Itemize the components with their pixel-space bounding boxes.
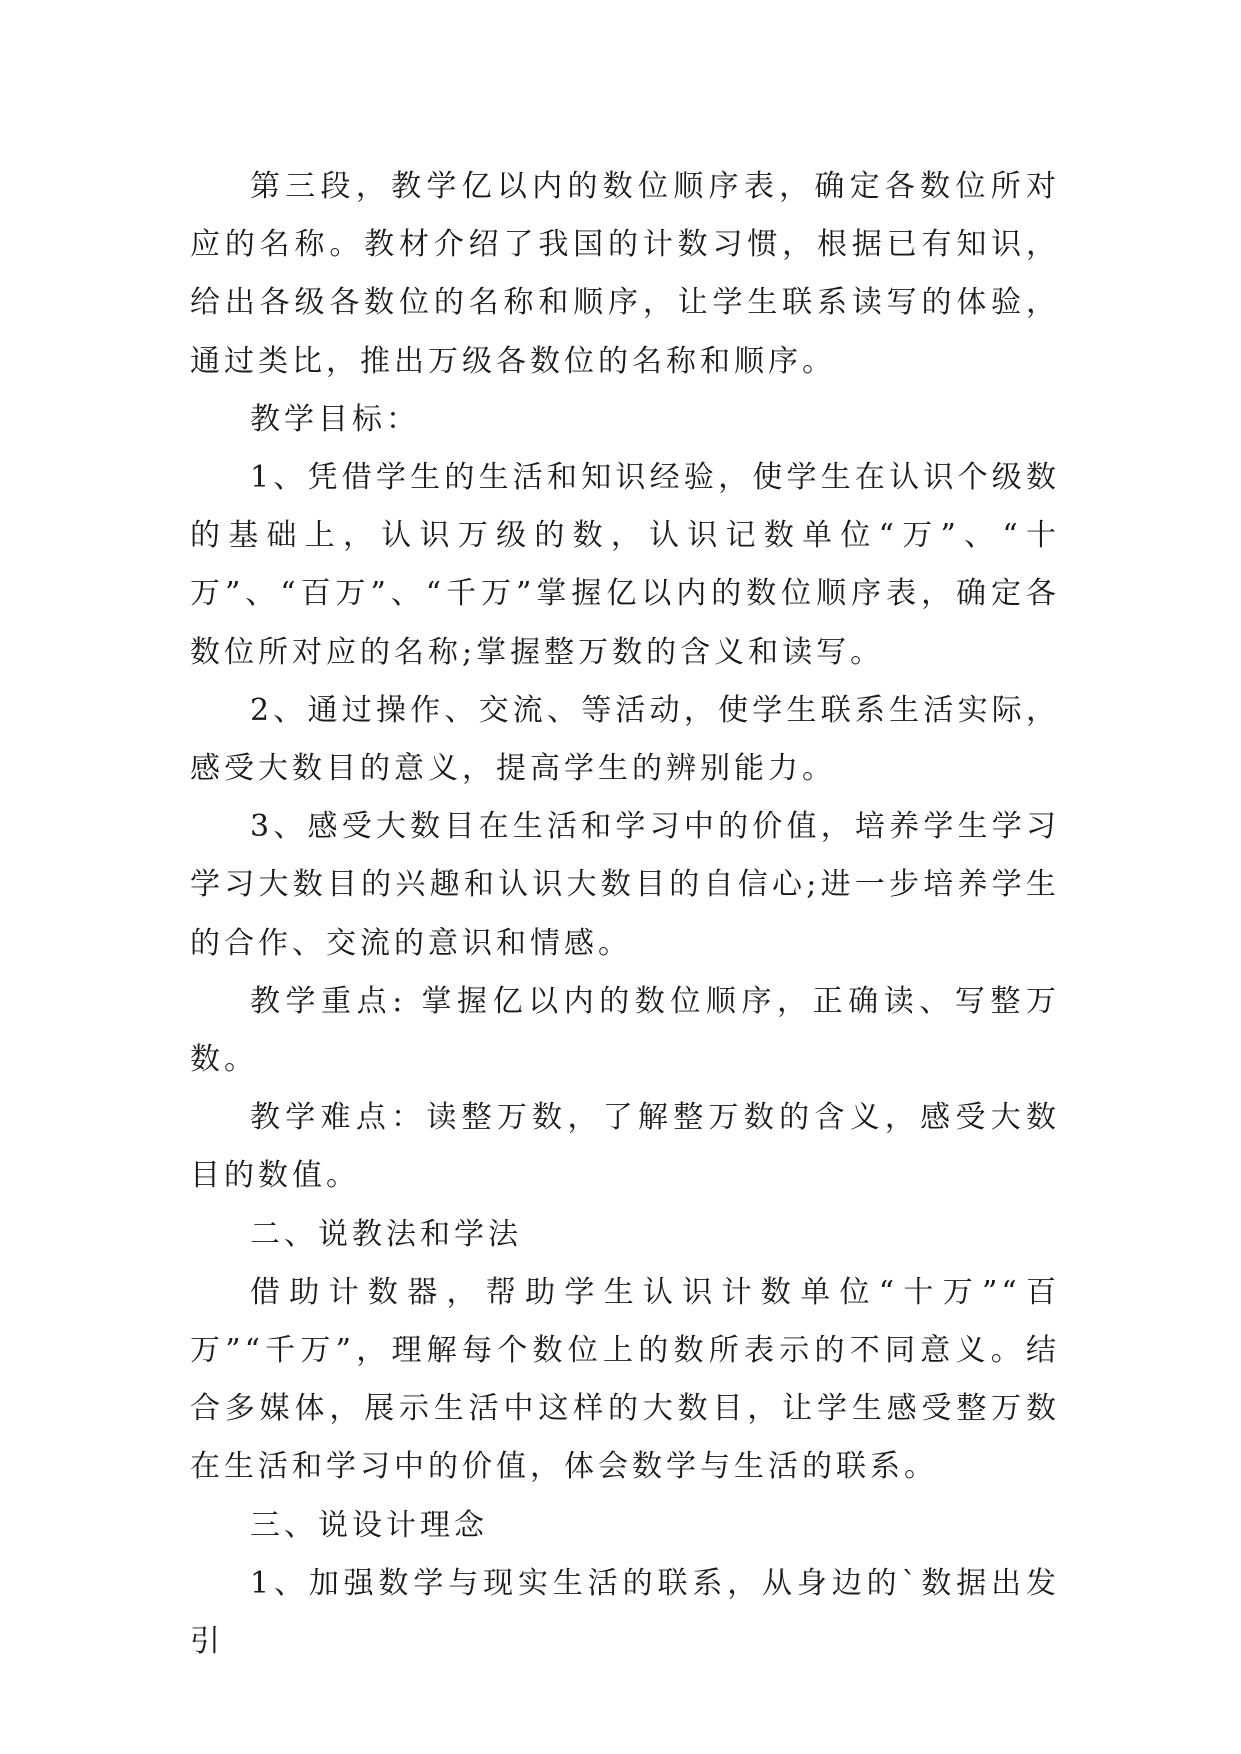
paragraph-design-concept-1: 1、加强数学与现实生活的联系，从身边的`数据出发引: [190, 1565, 1060, 1660]
paragraph-difficulties: 教学难点：读整万数，了解整万数的含义，感受大数目的数值。: [190, 1100, 1060, 1194]
heading-teaching-methods: 二、说教法和学法: [250, 1216, 522, 1252]
heading-design-concept: 三、说设计理念: [250, 1507, 488, 1543]
paragraph-teaching-methods: 借助计数器，帮助学生认识计数单位“十万”“百万”“千万”，理解每个数位上的数所表示的不同意义。结合多媒体，展示生活中这样的大数目，让学生感受整万数在生活和学习中的价值，体会数学与生活的联系。: [190, 1274, 1060, 1485]
document-page: [190, 158, 1060, 1671]
paragraph-objective-3: 3、感受大数目在生活和学习中的价值，培养学生学习学习大数目的兴趣和认识大数目的自信心;进一步培养学生的合作、交流的意识和情感。: [190, 809, 1060, 961]
paragraph-objectives-heading: 教学目标：: [250, 401, 420, 437]
paragraph-objective-2: 2、通过操作、交流、等活动，使学生联系生活实际，感受大数目的意义，提高学生的辨别能力。: [190, 692, 1060, 787]
paragraph-key-points: 教学重点: 掌握亿以内的数位顺序，正确读、写整万数。: [190, 983, 1060, 1078]
paragraph-objective-1: 1、凭借学生的生活和知识经验，使学生在认识个级数的基础上，认识万级的数，认识记数单位“万”、“十万”、“百万”、“千万”掌握亿以内的数位顺序表，确定各数位所对应的名称;掌握整万数的含义和读写。: [190, 460, 1060, 670]
paragraph-section-three: 第三段，教学亿以内的数位顺序表，确定各数位所对应的名称。教材介绍了我国的计数习惯，根据已有知识，给出各级各数位的名称和顺序，让学生联系读写的体验，通过类比，推出万级各数位的名称和顺序。: [190, 169, 1060, 379]
